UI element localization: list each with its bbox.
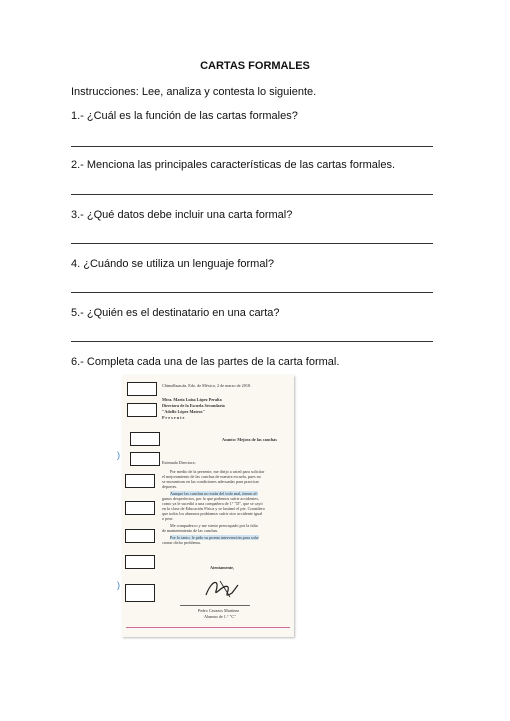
question-1: 1.- ¿Cuál es la función de las cartas formales? (71, 110, 298, 122)
letter-subject: Asunto: Mejora de las canchas (222, 437, 277, 442)
letter-body-9: que todos los alumnos podríamos sufrir otro accidente igual (162, 511, 263, 516)
bracket-signature: ) (117, 580, 120, 590)
question-2: 2.- Menciona las principales características de las cartas formales. (71, 159, 396, 171)
blank-box-subject[interactable] (130, 432, 160, 446)
letter-body-4: deportes. (162, 484, 178, 489)
answer-line-2[interactable] (71, 194, 433, 195)
letter-recipient-1: Mtra. María Luisa López Peralta (162, 397, 222, 402)
bracket-greeting: ) (117, 450, 120, 460)
letter-body-13-text: Por lo tanto, le pido su pronta intervención para solu- (170, 535, 260, 540)
blank-box-body[interactable] (125, 474, 155, 488)
letter-margin-line (126, 627, 290, 628)
answer-line-1[interactable] (71, 146, 433, 147)
question-5: 5.- ¿Quién es el destinatario en una carta? (71, 307, 280, 319)
question-6: 6.- Completa cada una de las partes de la carta formal. (71, 356, 340, 368)
letter-body-14: cionar dicho problema. (162, 540, 201, 545)
letter-body-2: el mejoramiento de las canchas de nuestra escuela, pues no (162, 474, 261, 479)
letter-body-12: de mantenimiento de las canchas. (162, 528, 219, 533)
letter-sender-group: Alumno de 1.° "C" (204, 614, 236, 619)
letter-body-1: Por medio de la presente, me dirijo a usted para solicitar (170, 469, 265, 474)
blank-box-greeting[interactable] (130, 452, 160, 466)
question-3: 3.- ¿Qué datos debe incluir una carta formal? (71, 209, 293, 221)
blank-box-closing[interactable] (125, 555, 155, 569)
letter-body-10: o peor. (162, 516, 174, 521)
letter-body-8: en la clase de Educación Física y se lastimó el pie. Considero (162, 506, 265, 511)
signature-icon (202, 575, 242, 603)
answer-line-5[interactable] (71, 341, 433, 342)
letter-sender-name: Pedro Cavazos Martínez (198, 608, 240, 613)
blank-box-recipient[interactable] (127, 403, 157, 417)
page-title: CARTAS FORMALES (200, 60, 310, 72)
letter-body-5-text: Aunque las canchas no están del todo mal, tienen al- (170, 491, 258, 496)
letter-recipient-2: Directora de la Escuela Secundaria (162, 403, 225, 408)
blank-box-body-2[interactable] (125, 501, 155, 515)
answer-line-3[interactable] (71, 243, 433, 244)
letter-body-3: se encuentran en las condiciones adecuadas para practicar (162, 479, 259, 484)
signature-line (180, 605, 250, 606)
letter-recipient-4: P r e s e n t e (162, 415, 185, 420)
answer-line-4[interactable] (71, 292, 433, 293)
letter-place-date: Chimalhuacán, Edo. de México, 2 de marzo de 2018. (162, 383, 252, 388)
question-4: 4. ¿Cuándo se utiliza un lenguaje formal? (71, 258, 275, 270)
letter-body-11: Me compadezco y me siento preocupado por la falta (170, 523, 258, 528)
letter-body-7: como ya le sucedió a una compañera de 1° "D", que se cayó (162, 501, 263, 506)
letter-closing: Atentamente, (210, 565, 235, 570)
letter-greeting: Estimada Directora: (162, 460, 196, 465)
instructions: Instrucciones: Lee, analiza y contesta lo siguiente. (71, 86, 317, 98)
letter-body-6: gunos desperfectos, por lo que podemos sufrir accidentes, (162, 496, 259, 501)
letter-recipient-3: "Adolfo López Mateos" (162, 409, 205, 414)
blank-box-place-date[interactable] (127, 382, 157, 396)
blank-box-signature[interactable] (125, 584, 155, 602)
blank-box-farewell[interactable] (125, 529, 155, 543)
